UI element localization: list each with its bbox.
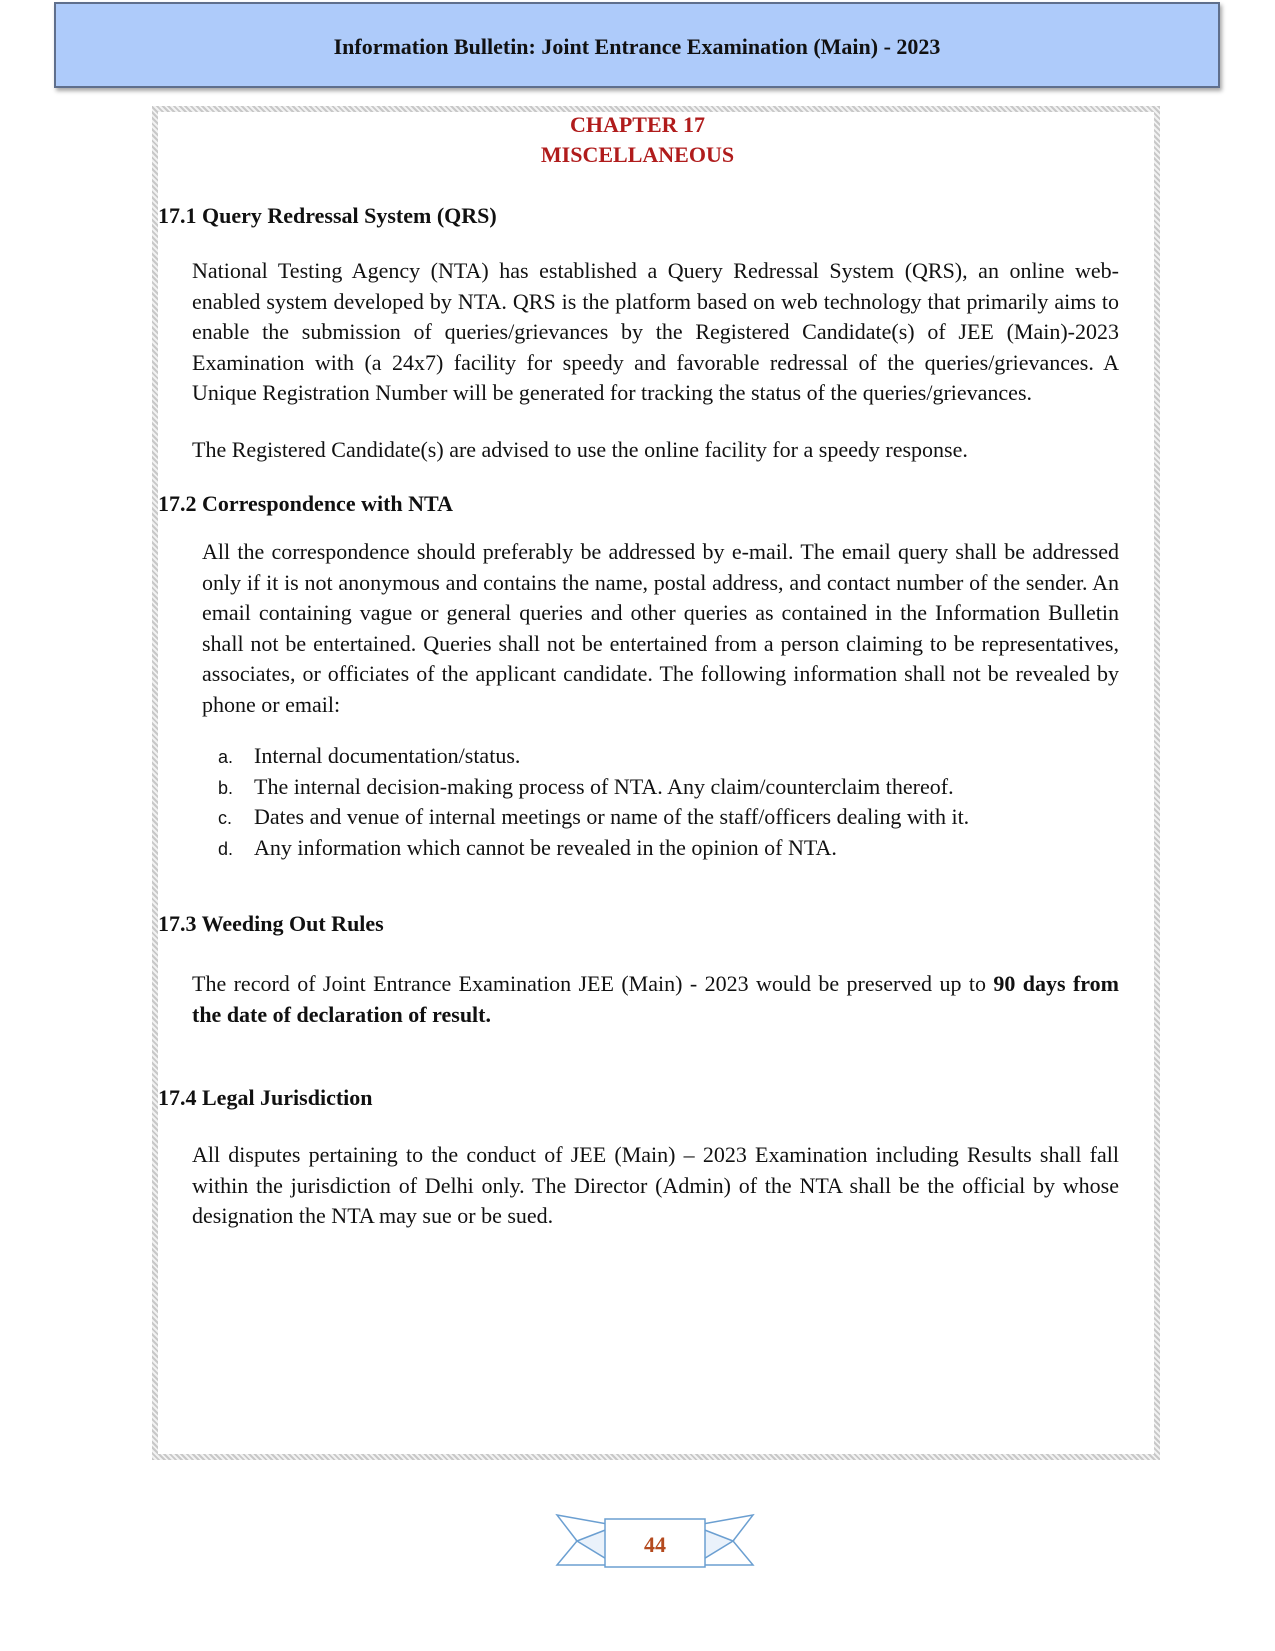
weeding-paragraph xyxy=(192,969,1119,1030)
list-item-text: Dates and venue of internal meetings or name of the staff/officers dealing with it. xyxy=(254,804,970,830)
list-item xyxy=(218,772,969,803)
retention-period: 90 days from the date of declaration of result. xyxy=(192,971,1119,1027)
list-marker: a. xyxy=(218,747,234,767)
restricted-info-list xyxy=(218,741,969,863)
list-marker: d. xyxy=(218,838,234,859)
list-item-text: Internal documentation/status. xyxy=(254,743,521,768)
jurisdiction-paragraph: All disputes pertaining to the conduct of JEE (Main) – 2023 Examination including Results shall fall within the jurisdiction of Delhi only. The Director (Admin) of the NTA shall be the official by whose designation the NTA may sue or be sued. xyxy=(192,1142,1119,1229)
list-marker: b. xyxy=(218,777,234,798)
list-marker: c. xyxy=(218,808,233,829)
header-bar xyxy=(54,2,1220,88)
section-heading-17-1: 17.1 Query Redressal System (QRS) xyxy=(158,203,497,228)
list-item xyxy=(218,833,969,864)
chapter-number: CHAPTER 17 xyxy=(569,112,706,137)
list-item xyxy=(218,741,969,772)
correspondence-paragraph: All the correspondence should preferably be addressed by e-mail. The email query shall be addressed only if it is not anonymous and contains the name, postal address, and contact number of the sender. An email containing vague or general queries and other queries as contained in the Information Bulletin shall not be entertained. Queries shall not be entertained from a person claiming to be representatives, associates, or officiates of the applicant candidate. The following information shall not be revealed by phone or email: xyxy=(202,539,1119,717)
list-item-text: The internal decision-making process of NTA. Any claim/counterclaim thereof. xyxy=(254,773,954,799)
weeding-text: The record of Joint Entrance Examination JEE (Main) - 2023 would be preserved up to xyxy=(192,971,994,996)
header-title: Information Bulletin: Joint Entrance Examination (Main) - 2023 xyxy=(333,34,941,59)
chapter-title: MISCELLANEOUS xyxy=(540,142,735,167)
page-number: 44 xyxy=(644,1532,666,1557)
qrs-advice-paragraph: The Registered Candidate(s) are advised to use the online facility for a speedy response. xyxy=(192,437,968,462)
section-heading-17-3: 17.3 Weeding Out Rules xyxy=(158,911,384,936)
qrs-paragraph: National Testing Agency (NTA) has established a Query Redressal System (QRS), an online web-enabled system developed by NTA. QRS is the platform based on web technology that primarily aims to enable the submission of queries/grievances by the Registered Candidate(s) of JEE (Main)-2023 Examination with (a 24x7) facility for speedy and favorable redressal of the queries/grievances. A Unique Registration Number will be generated for tracking the status of the queries/grievances. xyxy=(192,258,1119,406)
section-heading-17-2: 17.2 Correspondence with NTA xyxy=(158,491,453,516)
list-item xyxy=(218,802,969,833)
list-item-text: Any information which cannot be revealed in the opinion of NTA. xyxy=(254,834,837,860)
section-heading-17-4: 17.4 Legal Jurisdiction xyxy=(158,1085,373,1110)
